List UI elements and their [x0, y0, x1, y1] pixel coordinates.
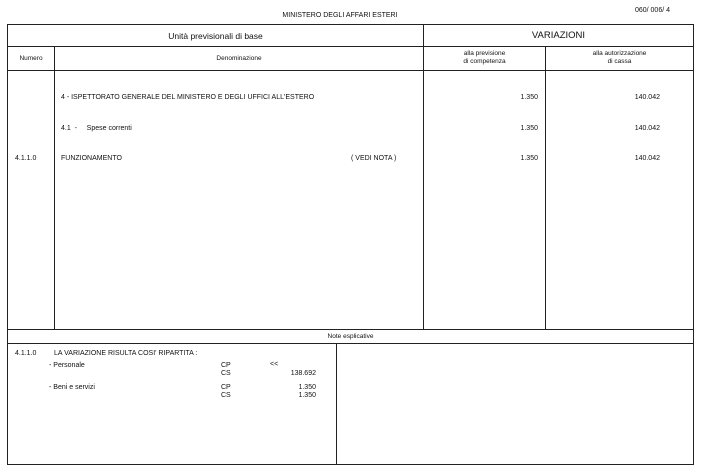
note-item-cs-label: CS	[221, 370, 231, 377]
competenza-column-header-line1: alla previsione	[463, 50, 506, 57]
denominazione-column-header: Denominazione	[216, 55, 262, 62]
row-numero: 4.1.1.0	[15, 155, 37, 162]
note-item-cs-value: 138.692	[290, 370, 316, 377]
row-denominazione: FUNZIONAMENTO	[61, 155, 122, 162]
note-item-cp-value: 1.350	[298, 384, 316, 391]
note-item-cp-label: CP	[221, 384, 231, 391]
notes-title: Note esplicative	[327, 333, 374, 340]
variazioni-section-header: VARIAZIONI	[531, 30, 586, 41]
page-reference: 060/ 006/ 4	[634, 7, 670, 14]
note-item-cs-value: 1.350	[298, 392, 316, 399]
row-competenza: 1.350	[520, 125, 538, 132]
row-cassa: 140.042	[634, 94, 660, 101]
competenza-column-header-line2: di competenza	[463, 58, 506, 65]
note-item-label: - Personale	[49, 362, 85, 369]
note-item-cs-label: CS	[221, 392, 231, 399]
row-competenza: 1.350	[520, 155, 538, 162]
note-item-label: - Beni e servizi	[49, 384, 95, 391]
numero-column-header: Numero	[19, 55, 43, 62]
notes-numero: 4.1.1.0	[15, 350, 37, 357]
notes-heading: LA VARIAZIONE RISULTA COSI' RIPARTITA :	[54, 350, 198, 357]
note-item-cp-value: <<	[270, 361, 279, 368]
row-denominazione: 4.1 - Spese correnti	[61, 125, 132, 132]
upb-section-header: Unità previsionali di base	[168, 31, 263, 41]
cassa-column-header-line1: alla autorizzazione	[592, 50, 647, 57]
row-competenza: 1.350	[520, 94, 538, 101]
row-note-reference: ( VEDI NOTA )	[351, 155, 397, 162]
ministry-title: MINISTERO DEGLI AFFARI ESTERI	[282, 12, 398, 19]
row-denominazione: 4 - ISPETTORATO GENERALE DEL MINISTERO E DEGLI UFFICI ALL'ESTERO	[61, 94, 315, 101]
cassa-column-header-line2: di cassa	[607, 58, 632, 65]
note-item-cp-label: CP	[221, 362, 231, 369]
row-cassa: 140.042	[634, 125, 660, 132]
row-cassa: 140.042	[634, 155, 660, 162]
